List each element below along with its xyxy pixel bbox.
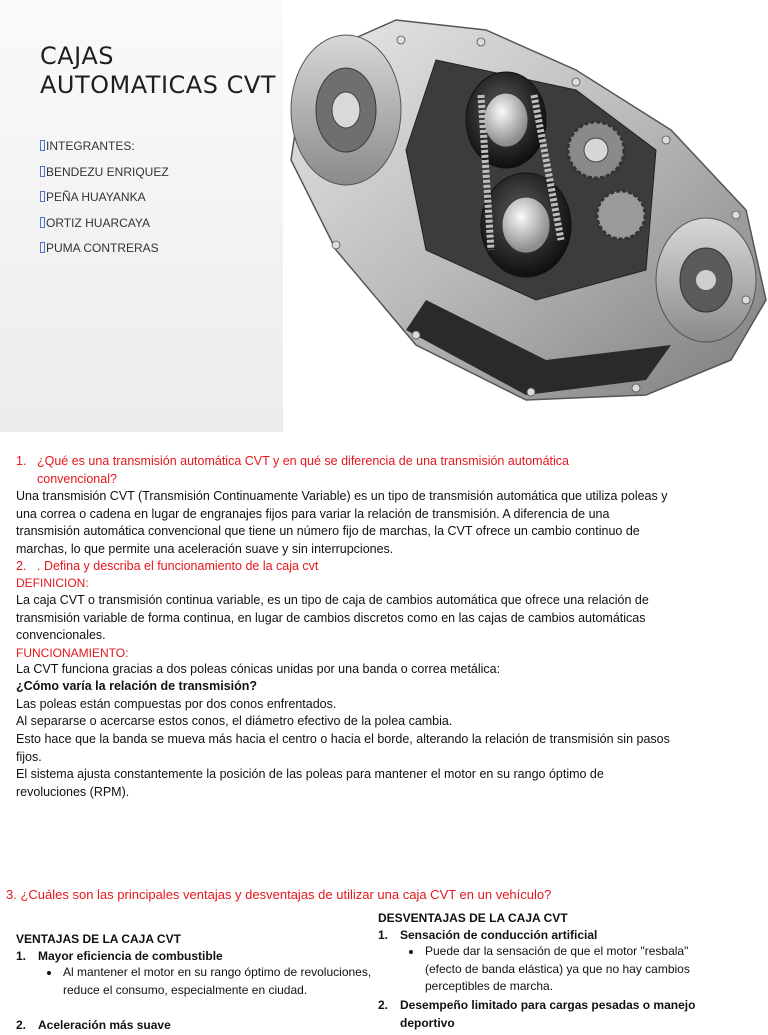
question-3: 3. ¿Cuáles son las principales ventajas y desventajas de utilizar una caja CVT en un vehículo?	[6, 887, 552, 902]
bullet-icon	[40, 191, 45, 202]
advantage-item-1: 1. Mayor eficiencia de combustible	[16, 949, 223, 963]
list-item: INTEGRANTES:	[40, 139, 169, 165]
bullet-icon	[40, 217, 45, 228]
cvt-transmission-image	[276, 0, 768, 432]
function-text: La CVT funciona gracias a dos poleas cónicas unidas por una banda o correa metálica:	[16, 662, 501, 676]
disadvantage-item-1: 1. Sensación de conducción artificial	[378, 928, 598, 942]
function-line-a: Las poleas están compuestas por dos conos enfrentados.	[16, 697, 337, 711]
function-line-b: Al separarse o acercarse estos conos, el diámetro efectivo de la polea cambia.	[16, 714, 453, 728]
bullet-dot-icon	[409, 950, 413, 954]
list-item: PUMA CONTRERAS	[40, 241, 169, 267]
disadvantages-title: DESVENTAJAS DE LA CAJA CVT	[378, 911, 568, 925]
function-label: FUNCIONAMIENTO:	[16, 646, 129, 660]
sub-question: ¿Cómo varía la relación de transmisión?	[16, 679, 258, 693]
function-line-c: Esto hace que la banda se mueva más hacia el centro o hacia el borde, alterando la relación de transmisión sin pasos fijos.	[16, 732, 670, 764]
answer-1: Una transmisión CVT (Transmisión Continuamente Variable) es un tipo de transmisión automática que utiliza poleas y una correa o cadena en lugar de engranajes fijos para variar la relación de transmisión. A diferencia de una transmisión automática convencional que tiene un número fijo de marchas, la CVT ofrece un cambio continuo de marchas, lo que permite una aceleración suave y sin interrupciones.	[16, 489, 668, 556]
definition-text: La caja CVT o transmisión continua variable, es un tipo de caja de cambios automática que ofrece una relación de transmisión variable de forma continua, en lugar de cambios discretos como en las cajas de cambios automáticas convencionales.	[16, 593, 649, 643]
bullet-icon	[40, 140, 45, 151]
disadvantage-bullet-1: Puede dar la sensación de que el motor "resbala" (efecto de banda elástica) ya que no hay cambios perceptibles de marcha.	[425, 944, 690, 994]
advantage-bullet-1: Al mantener el motor en su rango óptimo de revoluciones, reduce el consumo, especialmente en ciudad.	[63, 965, 372, 997]
list-item: ORTIZ HUARCAYA	[40, 216, 169, 242]
question-2: 2. . Defina y describa el funcionamiento de la caja cvt	[16, 559, 319, 573]
title-slide	[0, 0, 768, 432]
members-list	[40, 139, 169, 267]
function-line-d: El sistema ajusta constantemente la posición de las poleas para mantener el motor en su rango óptimo de revoluciones (RPM).	[16, 767, 604, 799]
list-item: PEÑA HUAYANKA	[40, 190, 169, 216]
definition-label: DEFINICION:	[16, 576, 89, 590]
advantage-item-2: 2. Aceleración más suave	[16, 1018, 171, 1032]
advantages-title: VENTAJAS DE LA CAJA CVT	[16, 932, 181, 946]
bullet-icon	[40, 166, 45, 177]
bullet-dot-icon	[47, 971, 51, 975]
disadvantage-item-2: 2. Desempeño limitado para cargas pesadas o manejo deportivo	[378, 998, 696, 1030]
bullet-icon	[40, 242, 45, 253]
slide-title: CAJAS AUTOMATICAS CVT	[40, 42, 276, 99]
question-1: 1. ¿Qué es una transmisión automática CVT y en qué se diferencia de una transmisión automática convencional?	[16, 454, 569, 486]
list-item: BENDEZU ENRIQUEZ	[40, 165, 169, 191]
